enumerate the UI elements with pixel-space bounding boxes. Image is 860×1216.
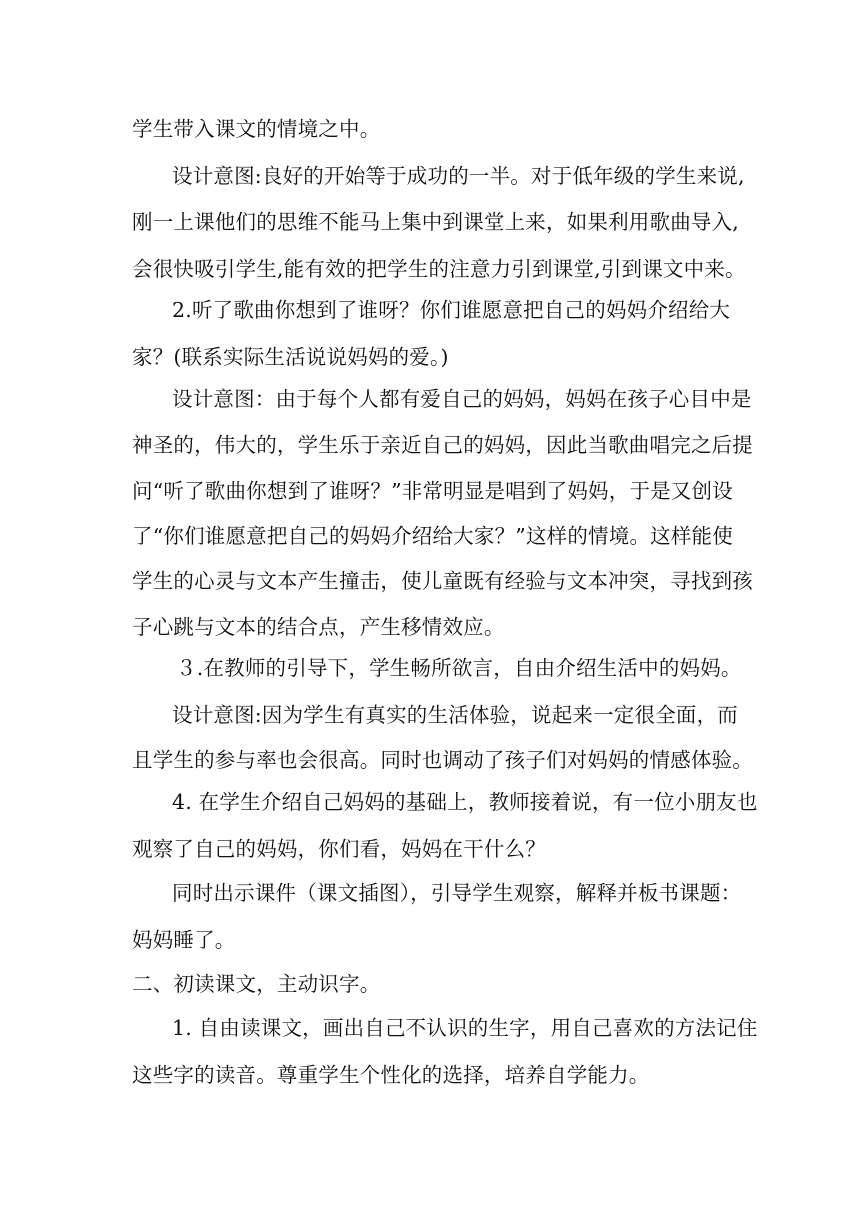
text-line-12: 子心跳与文本的结合点，产生移情效应。 [132, 615, 505, 639]
text-line-16: 4. 在学生介绍自己妈妈的基础上，教师接着说，有一位小朋友也 [172, 790, 758, 814]
text-line-17: 观察了自己的妈妈，你们看，妈妈在干什么？ [132, 837, 546, 861]
text-line-4: 会很快吸引学生,能有效的把学生的注意力引到课堂,引到课文中来。 [132, 257, 746, 281]
text-line-22: 这些字的读音。尊重学生个性化的选择，培养自学能力。 [132, 1063, 650, 1087]
text-line-2: 设计意图:良好的开始等于成功的一半。对于低年级的学生来说, [172, 164, 745, 188]
text-line-14: 设计意图:因为学生有真实的生活体验，说起来一定很全面，而 [172, 703, 739, 727]
section-heading: 二、初读课文，主动识字。 [132, 972, 381, 996]
text-line-21: 1. 自由读课文，画出自己不认识的生字，用自己喜欢的方法记住 [172, 1016, 758, 1040]
text-line-15: 且学生的参与率也会很高。同时也调动了孩子们对妈妈的情感体验。 [132, 748, 753, 772]
text-line-5: 2.听了歌曲你想到了谁呀？你们谁愿意把自己的妈妈介绍给大 [172, 298, 731, 322]
text-line-8: 神圣的，伟大的，学生乐于亲近自己的妈妈，因此当歌曲唱完之后提 [132, 433, 753, 457]
text-line-11: 学生的心灵与文本产生撞击，使儿童既有经验与文本冲突，寻找到孩 [132, 569, 753, 593]
text-line-1: 学生带入课文的情境之中。 [132, 117, 381, 141]
text-line-3: 刚一上课他们的思维不能马上集中到课堂上来，如果利用歌曲导入, [132, 210, 740, 234]
text-line-19: 妈妈睡了。 [132, 928, 236, 952]
text-line-10: 了“你们谁愿意把自己的妈妈介绍给大家？”这样的情境。这样能使 [132, 524, 733, 548]
text-line-7: 设计意图：由于每个人都有爱自己的妈妈，妈妈在孩子心目中是 [172, 387, 752, 411]
text-line-18: 同时出示课件（课文插图），引导学生观察，解释并板书课题： [172, 881, 742, 905]
text-line-6: 家？(联系实际生活说说妈妈的爱。) [132, 345, 449, 369]
text-line-13: ３.在教师的引导下，学生畅所欲言，自由介绍生活中的妈妈。 [176, 656, 742, 680]
text-line-9: 问“听了歌曲你想到了谁呀？”非常明显是唱到了妈妈，于是又创设 [132, 479, 733, 503]
